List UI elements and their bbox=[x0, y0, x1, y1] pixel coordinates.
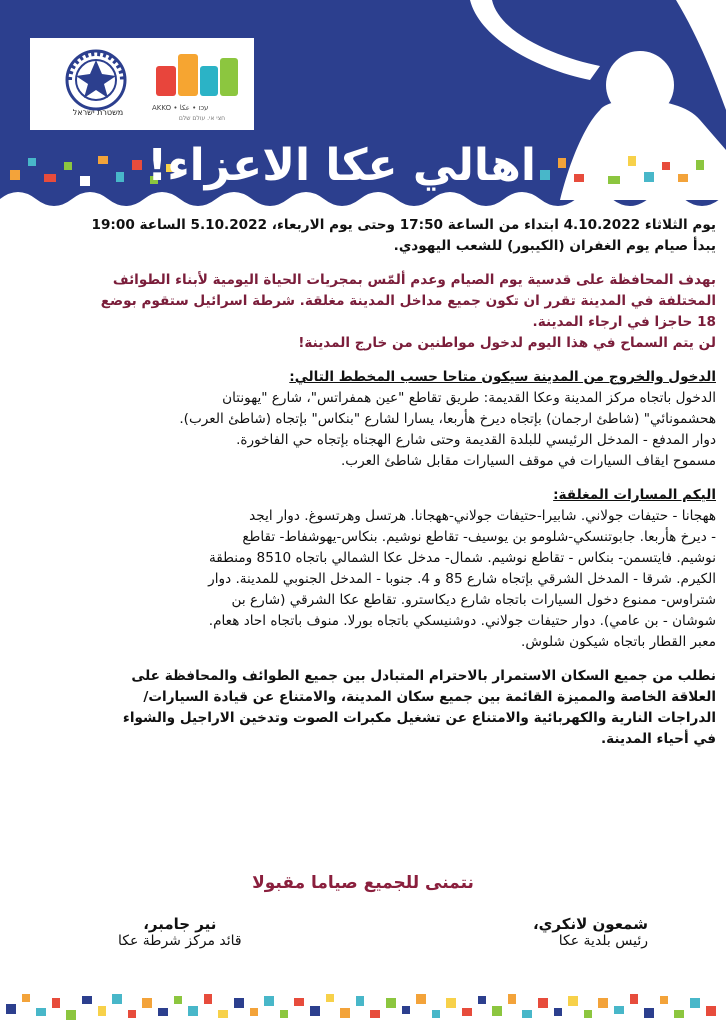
closed-routes-line: الكيرم. شرقا - المدخل الشرقي بإتجاه شارع 85 و 4. جنوبا - المدخل الجنوبي للمدينة. دوار bbox=[208, 571, 716, 587]
notice-body bbox=[10, 215, 716, 750]
entry-exit-line: مسموح ايقاف السيارات في موقف السيارات مقابل شاطئ العرب. bbox=[340, 453, 716, 469]
residents-request-line: في أحياء المدينة. bbox=[601, 731, 716, 747]
closed-routes-line: - ديرخ هأربعا. جابوتنسكي-شلومو بن يوسيف- تقاطع نوشيم. بنكاس-يهوشفاط- تقاطع bbox=[242, 529, 716, 545]
entry-exit-heading: الدخول والخروج من المدينة سيكون متاحا حسب المخطط التالي: bbox=[289, 369, 716, 385]
closure-notice-line: 18 حاجزا في ارجاء المدينة. bbox=[532, 314, 716, 330]
confetti-footer-decoration bbox=[0, 990, 726, 1024]
closed-routes-line: نوشيم. فايتسمن- بنكاس - تقاطع نوشيم. شمال- مدخل عكا الشمالي باتجاه 8510 ومنطقة bbox=[208, 550, 716, 566]
fast-dates-line: يوم الثلاثاء 4.10.2022 ابتداء من الساعة 17:50 وحتى يوم الاربعاء، 5.10.2022 الساعة 19:00 bbox=[91, 217, 716, 233]
wave-divider bbox=[0, 185, 726, 215]
signature-mayor bbox=[533, 915, 648, 949]
entry-exit-section bbox=[10, 367, 716, 472]
closed-routes-line: ههجانا - حتيفات جولاني. شابيرا-حتيفات جولاني-ههجانا. هرتسل وهرتسوغ. دوار ايجد bbox=[249, 508, 716, 524]
closed-routes-line: شتراوس- ممنوع دخول السيارات باتجاه شارع ديكاسترو. تقاطع عكا الشرقي (شارع بن bbox=[231, 592, 716, 608]
closure-notice-paragraph bbox=[10, 270, 716, 354]
israel-police-emblem-icon bbox=[60, 46, 132, 116]
closing-wish: نتمنى للجميع صياما مقبولا bbox=[252, 873, 474, 893]
police-logo-text: משטרת ישראל bbox=[72, 108, 124, 117]
closure-notice-line: لن يتم السماح في هذا اليوم لدخول مواطنين من خارج المدينة! bbox=[298, 335, 716, 351]
signature-name: نير جامبر، bbox=[143, 915, 217, 933]
akko-logo-subtitle: חצי אי. עולם שלם bbox=[178, 115, 226, 122]
residents-request-paragraph bbox=[10, 666, 716, 750]
signature-name: شمعون لانكري، bbox=[532, 915, 648, 933]
signature-title: قائد مركز شرطة عكا bbox=[118, 933, 242, 949]
signature-title: رئيس بلدية عكا bbox=[558, 933, 648, 949]
closed-routes-line: شوشان - بن عامي). دوار حتيفات جولاني. دوشنيسكي باتجاه بورلا. منوف باتجاه احاد هعام. bbox=[208, 613, 716, 629]
entry-exit-line: الدخول باتجاه مركز المدينة وعكا القديمة: طريق تقاطع "عين همفراتس"، شارع "يهونتان bbox=[222, 390, 716, 406]
residents-request-line: الدراجات النارية والكهربائية والامتناع عن تشغيل مكبرات الصوت وتدخين الاراجيل والشواء bbox=[122, 710, 716, 726]
closed-routes-section bbox=[10, 485, 716, 653]
entry-exit-line: هحشمونائي" (شاطئ ارجمان) بإتجاه ديرخ هأربعا، يسارا لشارع "بنكاس" بإتجاه (شاطئ العرب). bbox=[179, 411, 716, 427]
closure-notice-line: بهدف المحافظة على قدسية يوم الصيام وعدم ألمّس بمجريات الحياة اليومية لأبناء الطوائف bbox=[112, 272, 716, 288]
closed-routes-line: معبر القطار باتجاه شيكون شلوش. bbox=[521, 634, 716, 650]
residents-request-line: نطلب من جميع السكان الاستمرار بالاحترام المتبادل بين جميع الطوائف والمحافظة على bbox=[131, 668, 716, 684]
closed-routes-heading: اليكم المسارات المغلقة: bbox=[553, 487, 716, 503]
signature-police-commander bbox=[118, 915, 242, 949]
fast-dates-line: يبدأ صيام يوم الغفران (الكيبور) للشعب اليهودي. bbox=[393, 238, 716, 254]
entry-exit-line: دوار المدفع - المدخل الرئيسي للبلدة القديمة وحتى شارع الهجناه بإتجاه حي الفاخورة. bbox=[236, 432, 716, 448]
logo-card bbox=[30, 38, 254, 130]
akko-logo-text: AKKO • עכו • عكا bbox=[152, 104, 209, 112]
headline: اهالي عكا الاعزاء! bbox=[147, 140, 536, 191]
header-banner bbox=[0, 0, 726, 215]
closure-notice-line: المختلفة في المدينة تقرر ان تكون جميع مداخل المدينة مغلقة. شرطة اسرائيل ستقوم بوضع bbox=[100, 293, 716, 309]
residents-request-line: العلاقة الخاصة والمميزة القائمة بين جميع سكان المدينة، والامتناع عن قيادة السيارات/ bbox=[143, 689, 716, 705]
akko-city-logo-icon bbox=[152, 48, 242, 108]
fast-dates-paragraph bbox=[10, 215, 716, 257]
